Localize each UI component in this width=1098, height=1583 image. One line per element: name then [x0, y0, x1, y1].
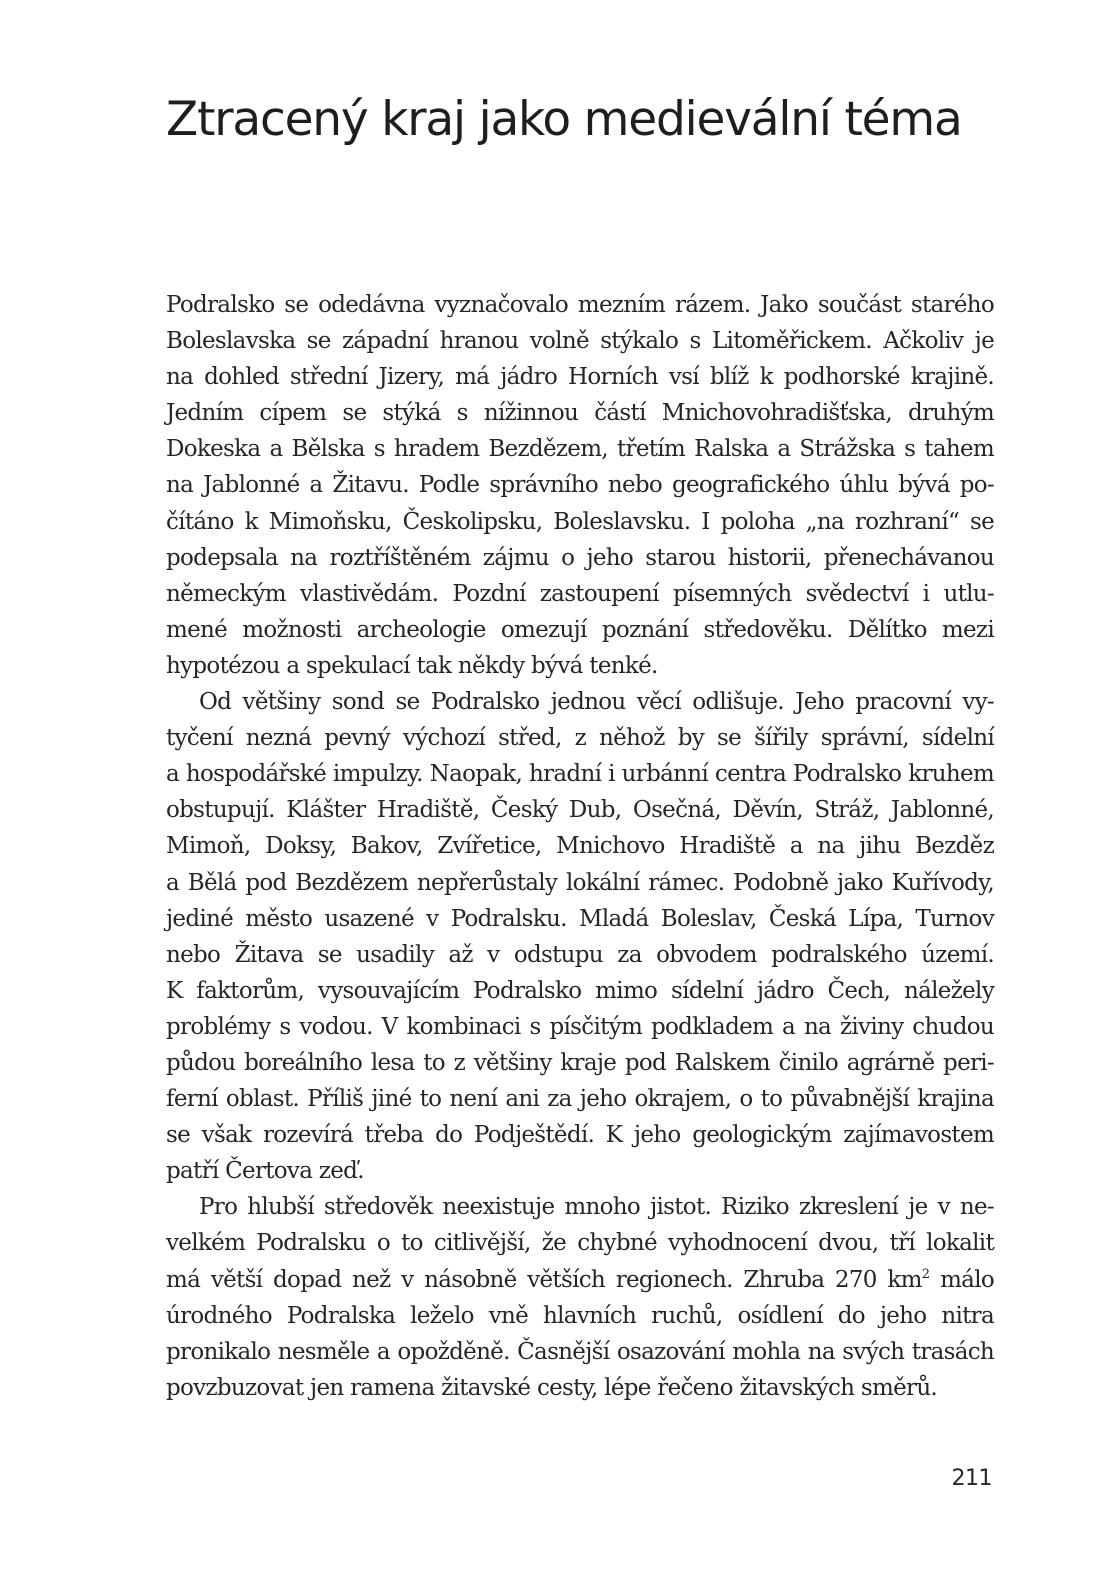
text-line: Boleslavska se západní hranou volně stýkalo s Litoměřickem. Ačkoliv je	[166, 328, 994, 355]
text-segment: má větší dopad než v násobně větších regionech. Zhruba 270 km	[166, 1266, 922, 1293]
paragraph-3	[166, 1189, 994, 1406]
paragraph-2	[166, 684, 994, 1189]
paragraph-1	[166, 287, 994, 684]
text-line: na dohled střední Jizery, má jádro Horních vsí blíž k podhorské krajině.	[166, 364, 994, 391]
text-line: problémy s vodou. V kombinaci s písčitým podkladem a na živiny chudou	[166, 1013, 994, 1040]
text-line: čítáno k Mimoňsku, Českolipsku, Boleslavsku. I poloha „na rozhraní“ se	[166, 508, 994, 535]
text-line: a hospodářské impulzy. Naopak, hradní i urbánní centra Podralsko kruhem	[166, 761, 994, 788]
text-line: patří Čertova zeď.	[166, 1158, 364, 1185]
text-line: hypotézou a spekulací tak někdy bývá tenké.	[166, 652, 658, 679]
text-line: Jedním cípem se stýká s nížinnou částí Mnichovohradišťska, druhým	[166, 400, 994, 427]
text-line: mené možnosti archeologie omezují poznání středověku. Dělítko mezi	[166, 616, 994, 643]
text-line: na Jablonné a Žitavu. Podle správního nebo geografického úhlu bývá po-	[166, 472, 994, 499]
text-line: tyčení nezná pevný výchozí střed, z něhož by se šířily správní, sídelní	[166, 725, 994, 752]
text-line: povzbuzovat jen ramena žitavské cesty, lépe řečeno žitavských směrů.	[166, 1374, 938, 1401]
body-text	[166, 287, 994, 1406]
text-segment: málo	[929, 1266, 995, 1293]
text-line: se však rozevírá třeba do Podještědí. K jeho geologickým zajímavostem	[166, 1122, 994, 1149]
text-line: a Bělá pod Bezdězem nepřerůstaly lokální rámec. Podobně jako Kuřívody,	[166, 869, 994, 896]
text-line: K faktorům, vysouvajícím Podralsko mimo sídelní jádro Čech, náležely	[166, 977, 994, 1004]
text-line: jediné město usazené v Podralsku. Mladá Boleslav, Česká Lípa, Turnov	[166, 905, 994, 932]
text-line: podepsala na roztříštěném zájmu o jeho starou historii, přenechávanou	[166, 544, 994, 571]
text-line: půdou boreálního lesa to z většiny kraje pod Ralskem činilo agrárně peri-	[166, 1049, 994, 1076]
text-line: nebo Žitava se usadily až v odstupu za obvodem podralského území.	[166, 941, 994, 968]
text-line: obstupují. Klášter Hradiště, Český Dub, Osečná, Děvín, Stráž, Jablonné,	[166, 797, 994, 824]
text-line: Podralsko se odedávna vyznačovalo mezním rázem. Jako součást starého	[166, 292, 994, 318]
text-line: pronikalo nesměle a opožděně. Časnější osazování mohla na svých trasách	[166, 1338, 994, 1365]
text-line: velkém Podralsku o to citlivější, že chybné vyhodnocení dvou, tří lokalit	[166, 1230, 994, 1257]
page-number: 211	[951, 1466, 992, 1491]
text-line: úrodného Podralska leželo vně hlavních ruchů, osídlení do jeho nitra	[166, 1302, 994, 1329]
text-line-with-superscript	[166, 1262, 994, 1298]
text-line: Od většiny sond se Podralsko jednou věcí odlišuje. Jeho pracovní vy-	[199, 689, 994, 716]
text-line: Pro hlubší středověk neexistuje mnoho jistot. Riziko zkreslení je v ne-	[199, 1194, 994, 1221]
text-line: ferní oblast. Příliš jiné to není ani za jeho okrajem, o to půvabnější krajina	[166, 1086, 994, 1113]
chapter-title: Ztracený kraj jako medievální téma	[166, 92, 962, 147]
text-line: Dokeska a Bělska s hradem Bezdězem, třetím Ralska a Strážska s tahem	[166, 436, 994, 463]
text-line: Mimoň, Doksy, Bakov, Zvířetice, Mnichovo Hradiště a na jihu Bezděz	[166, 833, 994, 860]
superscript: 2	[921, 1266, 930, 1282]
text-line: německým vlastivědám. Pozdní zastoupení písemných svědectví i utlu-	[166, 580, 994, 607]
